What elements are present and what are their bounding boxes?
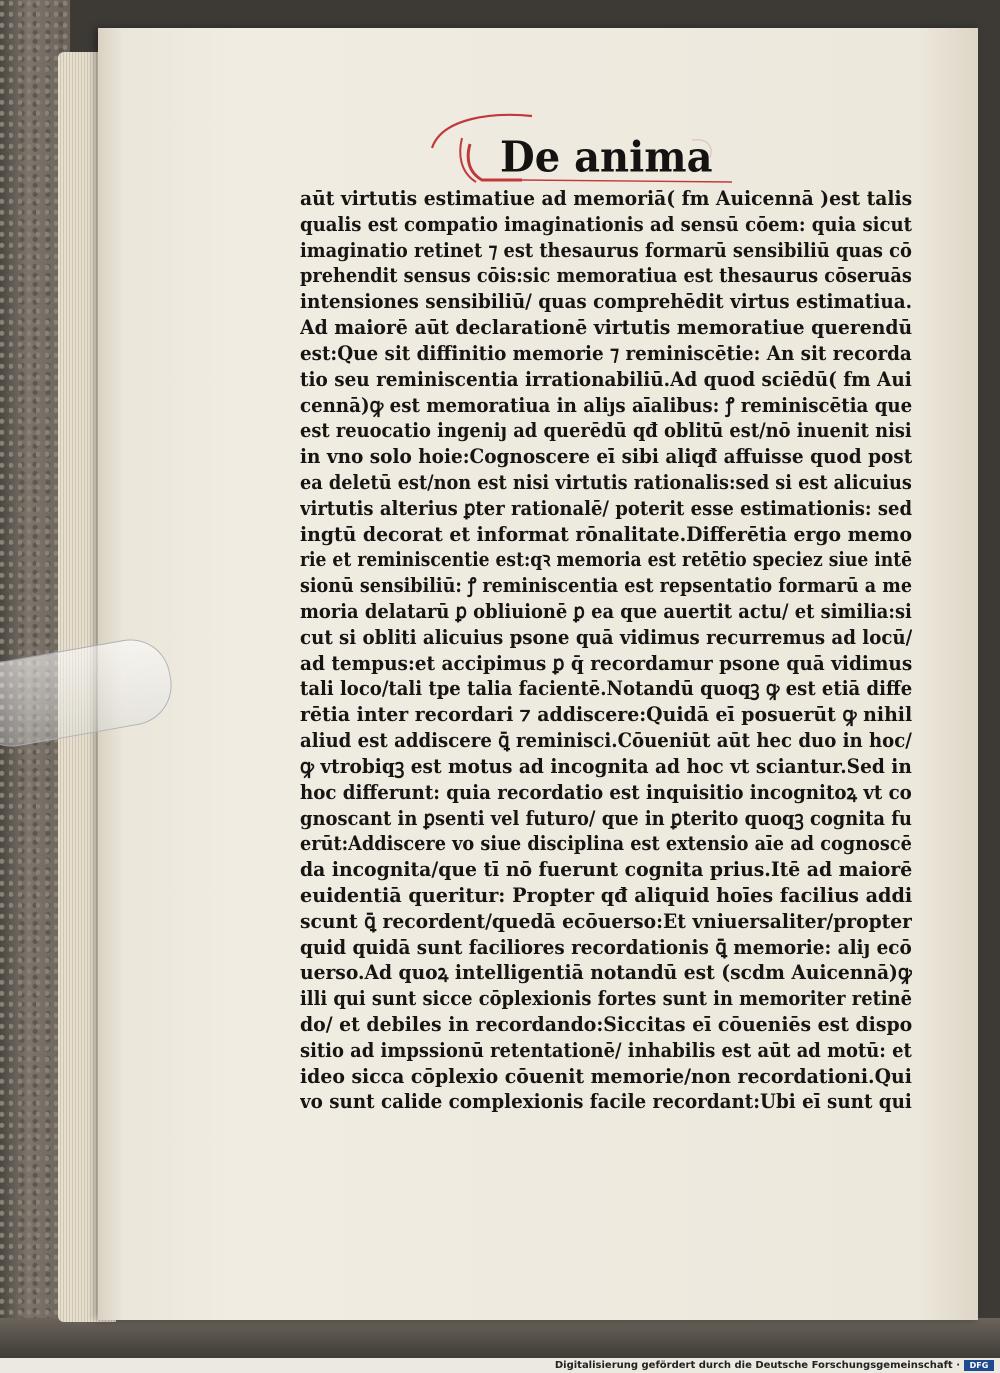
text-line: [300, 315, 912, 341]
text-line: [300, 935, 912, 961]
text-line: [300, 367, 912, 393]
text-line: [300, 263, 912, 289]
text-line-content: est:Que sit diffinitio memorie ⁊ reminiscētie: An sit recorda: [300, 340, 912, 365]
text-line: [300, 831, 912, 857]
text-line: [300, 547, 912, 573]
dfg-logo: DFG: [964, 1360, 994, 1371]
text-line: [300, 625, 912, 651]
text-line-content: sionū sensibiliū: ꝭ reminiscentia est repsentatio formarū a me: [300, 573, 912, 598]
text-line: [300, 444, 912, 470]
text-line-content: Ad maiorē aūt declarationē virtutis memoratiue querendū: [300, 315, 912, 340]
text-line: [300, 599, 912, 625]
text-line: [300, 806, 912, 832]
text-line-content: scunt ꝗ̄ recordent/quedā ecōuerso:Et vniuersaliter/propter: [300, 908, 912, 933]
text-line-content: prehendit sensus cōis:sic memoratiua est thesaurus cōseruās: [300, 263, 912, 288]
text-line-content: ideo sicca cōplexio cōuenit memorie/non recordationi.Qui: [300, 1063, 912, 1088]
text-line: [300, 728, 912, 754]
text-line: [300, 1012, 912, 1038]
text-line: [300, 960, 912, 986]
text-line: [300, 909, 912, 935]
text-line-content: moria delatarū ꝑ obliuionē ꝑ ea que auertit actu/ et similia:si: [300, 599, 912, 623]
footer: [0, 1358, 1000, 1373]
text-line: [300, 986, 912, 1012]
text-line-content: ea deletū est/non est nisi virtutis rationalis:sed si est alicuius: [300, 469, 912, 494]
body-text: [300, 186, 912, 1115]
text-line: [300, 1038, 912, 1064]
text-line-content: aūt virtutis estimatiue ad memoriā( fm Auicennā )est talis: [300, 186, 912, 210]
text-line-content: imaginatio retinet ⁊ est thesaurus formarū sensibiliū quas cō: [300, 237, 912, 262]
text-line: [300, 238, 912, 264]
page-heading: De anima: [500, 132, 713, 183]
text-line-content: virtutis alterius ꝑter rationalē/ poterit esse estimationis: sed: [300, 495, 912, 520]
text-line-content: ꝙ vtrobiqꝫ est motus ad incognita ad hoc vt sciantur.Sed in: [300, 753, 912, 778]
text-line-content: uerso.Ad quoꝝ intelligentiā notandū est (scdm Auicennā)ꝙ: [300, 960, 912, 985]
text-line: [300, 186, 912, 212]
text-line-content: ingtū decorat et informat rōnalitate.Differētia ergo memo: [300, 521, 912, 546]
text-line-content: euidentiā queritur: Propter qđ aliquid hoīes facilius addi: [300, 882, 912, 907]
text-line: [300, 1089, 912, 1115]
text-line-content: illi qui sunt sicce cōplexionis fortes sunt in memoriter retinē: [300, 986, 912, 1011]
text-line: [300, 341, 912, 367]
text-line: [300, 702, 912, 728]
text-line: [300, 393, 912, 419]
text-line-content: qualis est compatio imaginationis ad sensū cōem: quia sicut: [300, 211, 912, 236]
text-line: [300, 522, 912, 548]
footer-credit: Digitalisierung gefördert durch die Deutsche Forschungsgemeinschaft ·: [554, 1360, 960, 1371]
text-line: [300, 418, 912, 444]
text-line: [300, 883, 912, 909]
text-line: [300, 754, 912, 780]
text-line: [300, 573, 912, 599]
text-line-content: hoc differunt: quia recordatio est inquisitio incognitoꝝ vt co: [300, 779, 912, 804]
book-binding-bottom: [0, 1318, 1000, 1358]
text-line-content: tali loco/tali tpe talia facientē.Notandū quoqꝫ ꝙ est etiā diffe: [300, 676, 912, 701]
text-line-content: vo sunt calide complexionis facile recordant:Ubi eī sunt qui: [300, 1089, 912, 1114]
text-line-content: in vno solo hoie:Cognoscere eī sibi aliqđ affuisse quod post: [300, 444, 912, 469]
text-line: [300, 780, 912, 806]
text-line-content: cut si obliti alicuius psone quā vidimus recurremus ad locū/: [300, 624, 912, 649]
text-line-content: cennā)ꝙ est memoratiua in aliȷs aīalibus: ꝭ reminiscētia que: [300, 392, 912, 417]
text-line-content: rie et reminiscentie est:qꝛ memoria est retētio speciez siue intē: [300, 547, 912, 572]
text-line: [300, 496, 912, 522]
text-line: [300, 857, 912, 883]
text-line: [300, 651, 912, 677]
text-line: [300, 470, 912, 496]
text-line-content: ad tempus:et accipimus ꝑ q̄ recordamur psone quā vidimus: [300, 650, 912, 675]
text-line-content: est reuocatio ingeniȷ ad querēdū qđ oblitū est/nō inuenit nisi: [300, 418, 912, 443]
text-line: [300, 676, 912, 702]
text-line-content: sitio ad impssionū retentationē/ inhabilis est aūt ad motū: et: [300, 1037, 912, 1062]
text-line: [300, 289, 912, 315]
text-line-content: quid quidā sunt faciliores recordationis ꝗ̄ memorie: aliȷ ecō: [300, 934, 912, 959]
text-line: [300, 212, 912, 238]
text-line-content: intensiones sensibiliū/ quas comprehēdit virtus estimatiua.: [300, 289, 912, 314]
text-line-content: do/ et debiles in recordando:Siccitas eī cōueniēs est dispo: [300, 1012, 912, 1036]
text-line-content: da incognita/que tī nō fuerunt cognita prius.Itē ad maiorē: [300, 857, 912, 882]
text-line-content: aliud est addiscere ꝗ̄ reminisci.Cōueniūt aūt hec duo in hoc/: [300, 728, 912, 753]
text-line-content: erūt:Addiscere vo siue disciplina est extensio aīe ad cognoscē: [300, 831, 912, 856]
text-line: [300, 1064, 912, 1090]
text-line-content: tio seu reminiscentia irrationabiliū.Ad quod sciēdū( fm Aui: [300, 366, 912, 391]
text-line-content: gnoscant in ꝑsenti vel futuro/ que in ꝑterito quoqꝫ cognita fu: [300, 805, 912, 830]
text-line-content: rētia inter recordari ⁊ addiscere:Quidā eī posuerūt ꝙ nihil: [300, 702, 912, 727]
